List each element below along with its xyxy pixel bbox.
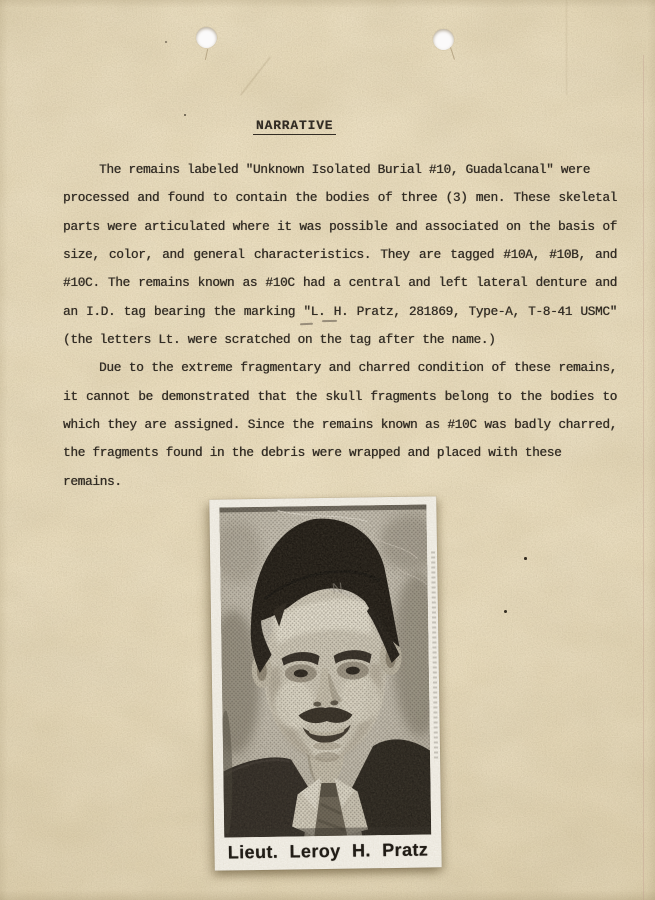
narrative-line: parts were articulated where it was possible and associated on the basis of [63,218,617,234]
narrative-line: which they are assigned. Since the remains known as #10C was badly charred, [63,417,617,433]
narrative-paragraph [63,354,617,496]
ink-speck [165,41,167,43]
narrative-line: #10C. The remains known as #10C had a central and left lateral denture and [63,275,617,291]
paper-crease [240,57,270,95]
narrative-line: Due to the extreme fragmentary and charred condition of these remains, [99,360,617,376]
newspaper-clipping [209,496,441,870]
narrative-line: processed and found to contain the bodies of three (3) men. These skeletal [63,190,617,206]
narrative-line: it cannot be demonstrated that the skull fragments belong to the bodies to [63,388,617,404]
narrative-line: an I.D. tag bearing the marking "L. H. Pratz, 281869, Type-A, T-8-41 USMC" [63,303,617,319]
ink-speck [184,114,186,116]
clipping-edge-microtext [431,551,438,761]
paper-crease [566,0,567,95]
page-title: NARRATIVE [253,118,336,135]
narrative-paragraph [63,156,617,354]
portrait-photo [219,504,431,837]
photo-caption: Lieut. Leroy H. Pratz [227,839,429,863]
punch-hole-left [196,27,217,48]
narrative-line: size, color, and general characteristics. They are tagged #10A, #10B, and [63,247,617,263]
paper-tear-mark [205,49,209,60]
narrative-line: (the letters Lt. were scratched on the tag after the name.) [63,332,496,348]
paper-tear-mark [450,47,455,60]
ink-speck [504,610,507,613]
narrative-line: The remains labeled "Unknown Isolated Burial #10, Guadalcanal" were [99,162,591,177]
portrait-halftone-drawing [219,504,431,837]
scan-edge-line [643,55,644,900]
ink-speck [524,557,527,560]
narrative-line: the fragments found in the debris were wrapped and placed with these remains. [63,445,562,489]
narrative-body [63,156,617,496]
